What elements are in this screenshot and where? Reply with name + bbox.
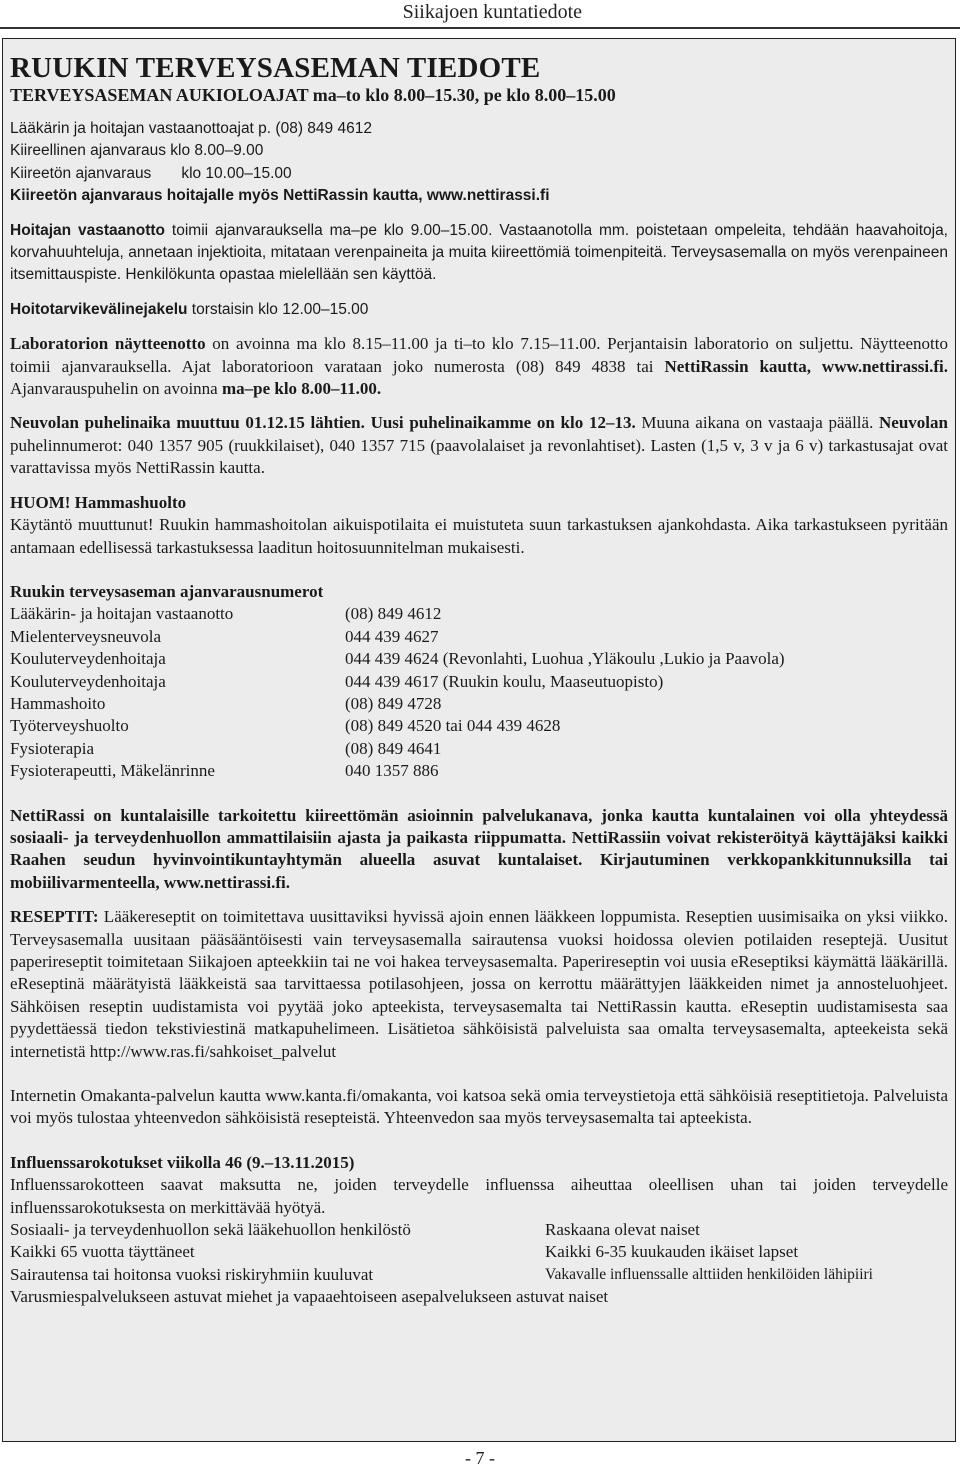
urgent-booking-label: Kiireellinen ajanvaraus (10, 142, 166, 160)
number-label: Fysioterapeutti, Mäkelänrinne (10, 761, 215, 781)
numbers-heading: Ruukin terveysaseman ajanvarausnumerot (10, 581, 324, 601)
supplies-paragraph (10, 299, 948, 321)
page-number: - 7 - (465, 1448, 495, 1468)
flu-group-row (10, 1219, 948, 1241)
prescriptions-text: Lääkereseptit on toimitettava uusittaviksi hyvissä ajoin ennen lääkkeen loppumista. Reseptien uusimisaika on yksi viikko. Terveysasemalla uusitaan pääsääntöisesti vain terveysasemalla sairautensa vuoksi hoidossa olevien potilaiden reseptejä. Uusitut paperireseptit toimitetaan Siikajoen apteekkiin tai ne voi hakea terveysasemalta. Paperireseptin voi uusia eReseptiksi käymättä lääkärillä. eReseptinä määrätyistä lääkkeistä saa tarvittaessa potilasohjeen, jossa on kerrottu määrättyjen lääkkeiden nimet ja annosteluohjeet. Sähköisen reseptin uudistamista voi pyytää joko apteekista, terveysasemalta tai NettiRassin kautta. eReseptin uudistamisesta saa pyydettäessä tiedon tekstiviestinä matkapuhelimeen. Lisätietoa sähköisistä palveluista saa omalta terveysasemalta, apteekeista sekä internetistä http://www.ras.fi/sahkoiset_palvelut (10, 907, 948, 1061)
lab-nettirassi: NettiRassin kautta, www.nettirassi.fi. (664, 356, 948, 376)
number-value: (08) 849 4728 (345, 693, 442, 713)
opening-hours: TERVEYSASEMAN AUKIOLOAJAT ma–to klo 8.00–15.30, pe klo 8.00–15.00 (10, 85, 616, 105)
number-row (10, 693, 948, 715)
flu-last-group: Varusmiespalvelukseen astuvat miehet ja vapaaehtoiseen asepalvelukseen astuvat naiset (10, 1287, 609, 1307)
number-row (10, 760, 948, 782)
clinic-heading: Neuvolan puhelinaika muuttuu 01.12.15 lähtien. Uusi puhelinaikamme on klo 12–13. (10, 413, 636, 433)
number-label: Työterveyshuolto (10, 716, 129, 736)
number-label: Lääkärin- ja hoitajan vastaanotto (10, 604, 234, 624)
number-row (10, 648, 948, 670)
clinic-label: Neuvolan (879, 413, 948, 433)
number-value: 044 439 4627 (345, 626, 439, 646)
flu-group-left: Sairautensa tai hoitonsa vuoksi riskiryhmiin kuuluvat (10, 1264, 374, 1284)
appointment-line (10, 118, 948, 140)
prescriptions-paragraph (10, 906, 948, 1063)
number-label: Hammashoito (10, 693, 106, 713)
number-label: Fysioterapia (10, 738, 95, 758)
number-row (10, 603, 948, 625)
number-label: Mielenterveysneuvola (10, 626, 162, 646)
lab-heading: Laboratorion näytteenotto (10, 334, 206, 354)
flu-group-row (10, 1241, 948, 1263)
header-rule (0, 27, 960, 29)
flu-group-row (10, 1264, 948, 1286)
number-value: 040 1357 886 (345, 761, 439, 781)
urgent-booking-line (10, 140, 948, 162)
flu-group-right: Kaikki 6-35 kuukauden ikäiset lapset (545, 1242, 799, 1262)
prescriptions-heading: RESEPTIT: (10, 907, 99, 927)
flu-groups (10, 1219, 948, 1286)
flu-group-right: Vakavalle influenssalle alttiiden henkilöiden lähipiiri (545, 1265, 873, 1283)
number-label: Kouluterveydenhoitaja (10, 649, 166, 669)
number-value: (08) 849 4612 (345, 604, 442, 624)
number-value: (08) 849 4520 tai 044 439 4628 (345, 716, 561, 736)
supplies-heading: Hoitotarvikevälinejakelu (10, 300, 188, 318)
supplies-text: torstaisin klo 12.00–15.00 (187, 300, 369, 318)
nettirassi-booking-line: Kiireetön ajanvaraus hoitajalle myös NettiRassin kautta, www.nettirassi.fi (10, 187, 550, 205)
number-value: 044 439 4624 (Revonlahti, Luohua ,Yläkoulu ,Lukio ja Paavola) (345, 649, 785, 669)
number-label: Kouluterveydenhoitaja (10, 671, 166, 691)
numbers-table (10, 603, 948, 782)
number-row (10, 715, 948, 737)
nurse-heading: Hoitajan vastaanotto (10, 221, 166, 239)
nurse-text: toimii ajanvarauksella ma–pe klo 9.00–15.00. Vastaanotolla mm. poistetaan ompeleita, tehdään haavahoitoja, korvahuuhteluja, annetaan injektioita, mitataan verenpaineita ja muita kiireettömiä toimenpiteitä. Terveysasemalla on myös verenpaineen itsemittauspiste. Henkilökunta opastaa mielellään sen käyttöä. (10, 221, 948, 284)
number-row (10, 738, 948, 760)
number-value: (08) 849 4641 (345, 738, 442, 758)
publication-header: Siikajoen kuntatiedote (402, 1, 582, 23)
lab-phone-hours: ma–pe klo 8.00–11.00. (221, 379, 382, 399)
nurse-paragraph (10, 220, 948, 287)
flu-group-left: Sosiaali- ja terveydenhuollon sekä lääkehuollon henkilöstö (10, 1220, 411, 1240)
number-value: 044 439 4617 (Ruukin koulu, Maaseutuopisto) (345, 671, 664, 691)
nettirassi-paragraph: NettiRassi on kuntalaisille tarkoitettu kiireettömän asioinnin palvelukanava, jonka kautta kuntalainen voi olla yhteydessä sosiaali- ja terveydenhuollon ammattilaisiin ajasta ja paikasta riippumatta. NettiRassiin voivat rekisteröityä käyttäjäksi kaikki Raahen seudun hyvinvointikuntayhtymän alueella asuvat kuntalaiset. Kirjautuminen verkkopankkitunnuksilla tai mobiilivarmenteella, www.nettirassi.fi. (10, 805, 948, 892)
number-row (10, 671, 948, 693)
flu-group-left: Kaikki 65 vuotta täyttäneet (10, 1242, 195, 1262)
clinic-text: Muuna aikana on vastaaja päällä. (635, 413, 880, 433)
flu-text: Influenssarokotteen saavat maksutta ne, joiden terveydelle influenssa aiheuttaa oleellisen uhan tai joiden terveydelle influenssarokotuksesta on merkittävää hyötyä. (10, 1175, 948, 1217)
dental-text: Käytäntö muuttunut! Ruukin hammashoitolan aikuispotilaita ei muistuteta suun tarkastuksen ajankohdasta. Aika tarkastukseen pyritään antamaan edellisessä tarkastuksessa laaditun hoitosuunnitelman mukaisesti. (10, 515, 948, 557)
flu-group-right: Raskaana olevat naiset (545, 1220, 700, 1240)
lab-paragraph (10, 333, 948, 400)
nonurgent-booking-time: klo 10.00–15.00 (181, 164, 292, 182)
nonurgent-booking-line (10, 163, 948, 185)
nonurgent-booking-label: Kiireetön ajanvaraus (10, 164, 152, 182)
appointment-label: Lääkärin ja hoitajan vastaanottoajat (10, 120, 254, 137)
omakanta-paragraph: Internetin Omakanta-palvelun kautta www.kanta.fi/omakanta, voi katsoa sekä omia terveystietoja että sähköisiä reseptitietoja. Palveluista voi myös tulostaa yhteenvedon sähköisistä resepteistä. Yhteenvedon saa myös terveysasemalta tai apteekista. (10, 1086, 948, 1128)
appointment-phone: p. (08) 849 4612 (253, 120, 372, 137)
page-title: RUUKIN TERVEYSASEMAN TIEDOTE (10, 52, 541, 84)
clinic-numbers: puhelinnumerot: 040 1357 905 (ruukkilaiset), 040 1357 715 (paavolalaiset ja revonlahtiset). Lasten (1,5 v, 3 v ja 6 v) tarkastusajat ovat varattavissa myös NettiRassin kautta. (10, 435, 948, 478)
dental-heading: HUOM! Hammashuolto (10, 492, 187, 512)
urgent-booking-time: klo 8.00–9.00 (165, 142, 264, 160)
bulletin-content (10, 52, 948, 1309)
lab-phone-text: Ajanvarauspuhelin on avoinna (10, 379, 222, 399)
clinic-paragraph (10, 412, 948, 479)
flu-heading: Influenssarokotukset viikolla 46 (9.–13.11.2015) (10, 1152, 355, 1172)
number-row (10, 626, 948, 648)
lab-text: on avoinna ma klo 8.15–11.00 ja ti–to klo 7.15–11.00. Perjantaisin laboratorio on suljettu. Näytteenotto toimii ajanvarauksella. Ajat laboratorioon varataan joko numerosta (08) 849 4838 tai (10, 334, 948, 376)
